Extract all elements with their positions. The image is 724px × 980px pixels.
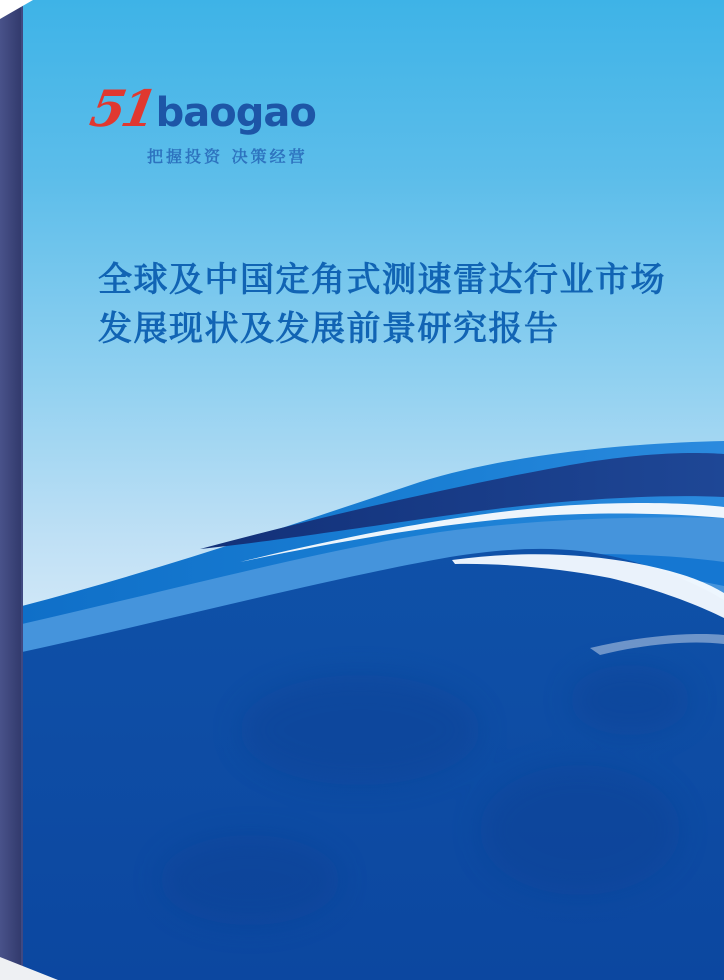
title-line-1: 全球及中国定角式测速雷达行业市场 (98, 260, 666, 300)
logo (85, 79, 316, 138)
logo-wordmark: baogao (155, 90, 316, 136)
book-spine (0, 0, 23, 980)
logo-number: 51 (85, 79, 158, 138)
logo-tagline: 把握投资 决策经营 (147, 147, 308, 166)
report-title (98, 256, 666, 354)
title-line-2: 发展现状及发展前景研究报告 (98, 309, 560, 349)
